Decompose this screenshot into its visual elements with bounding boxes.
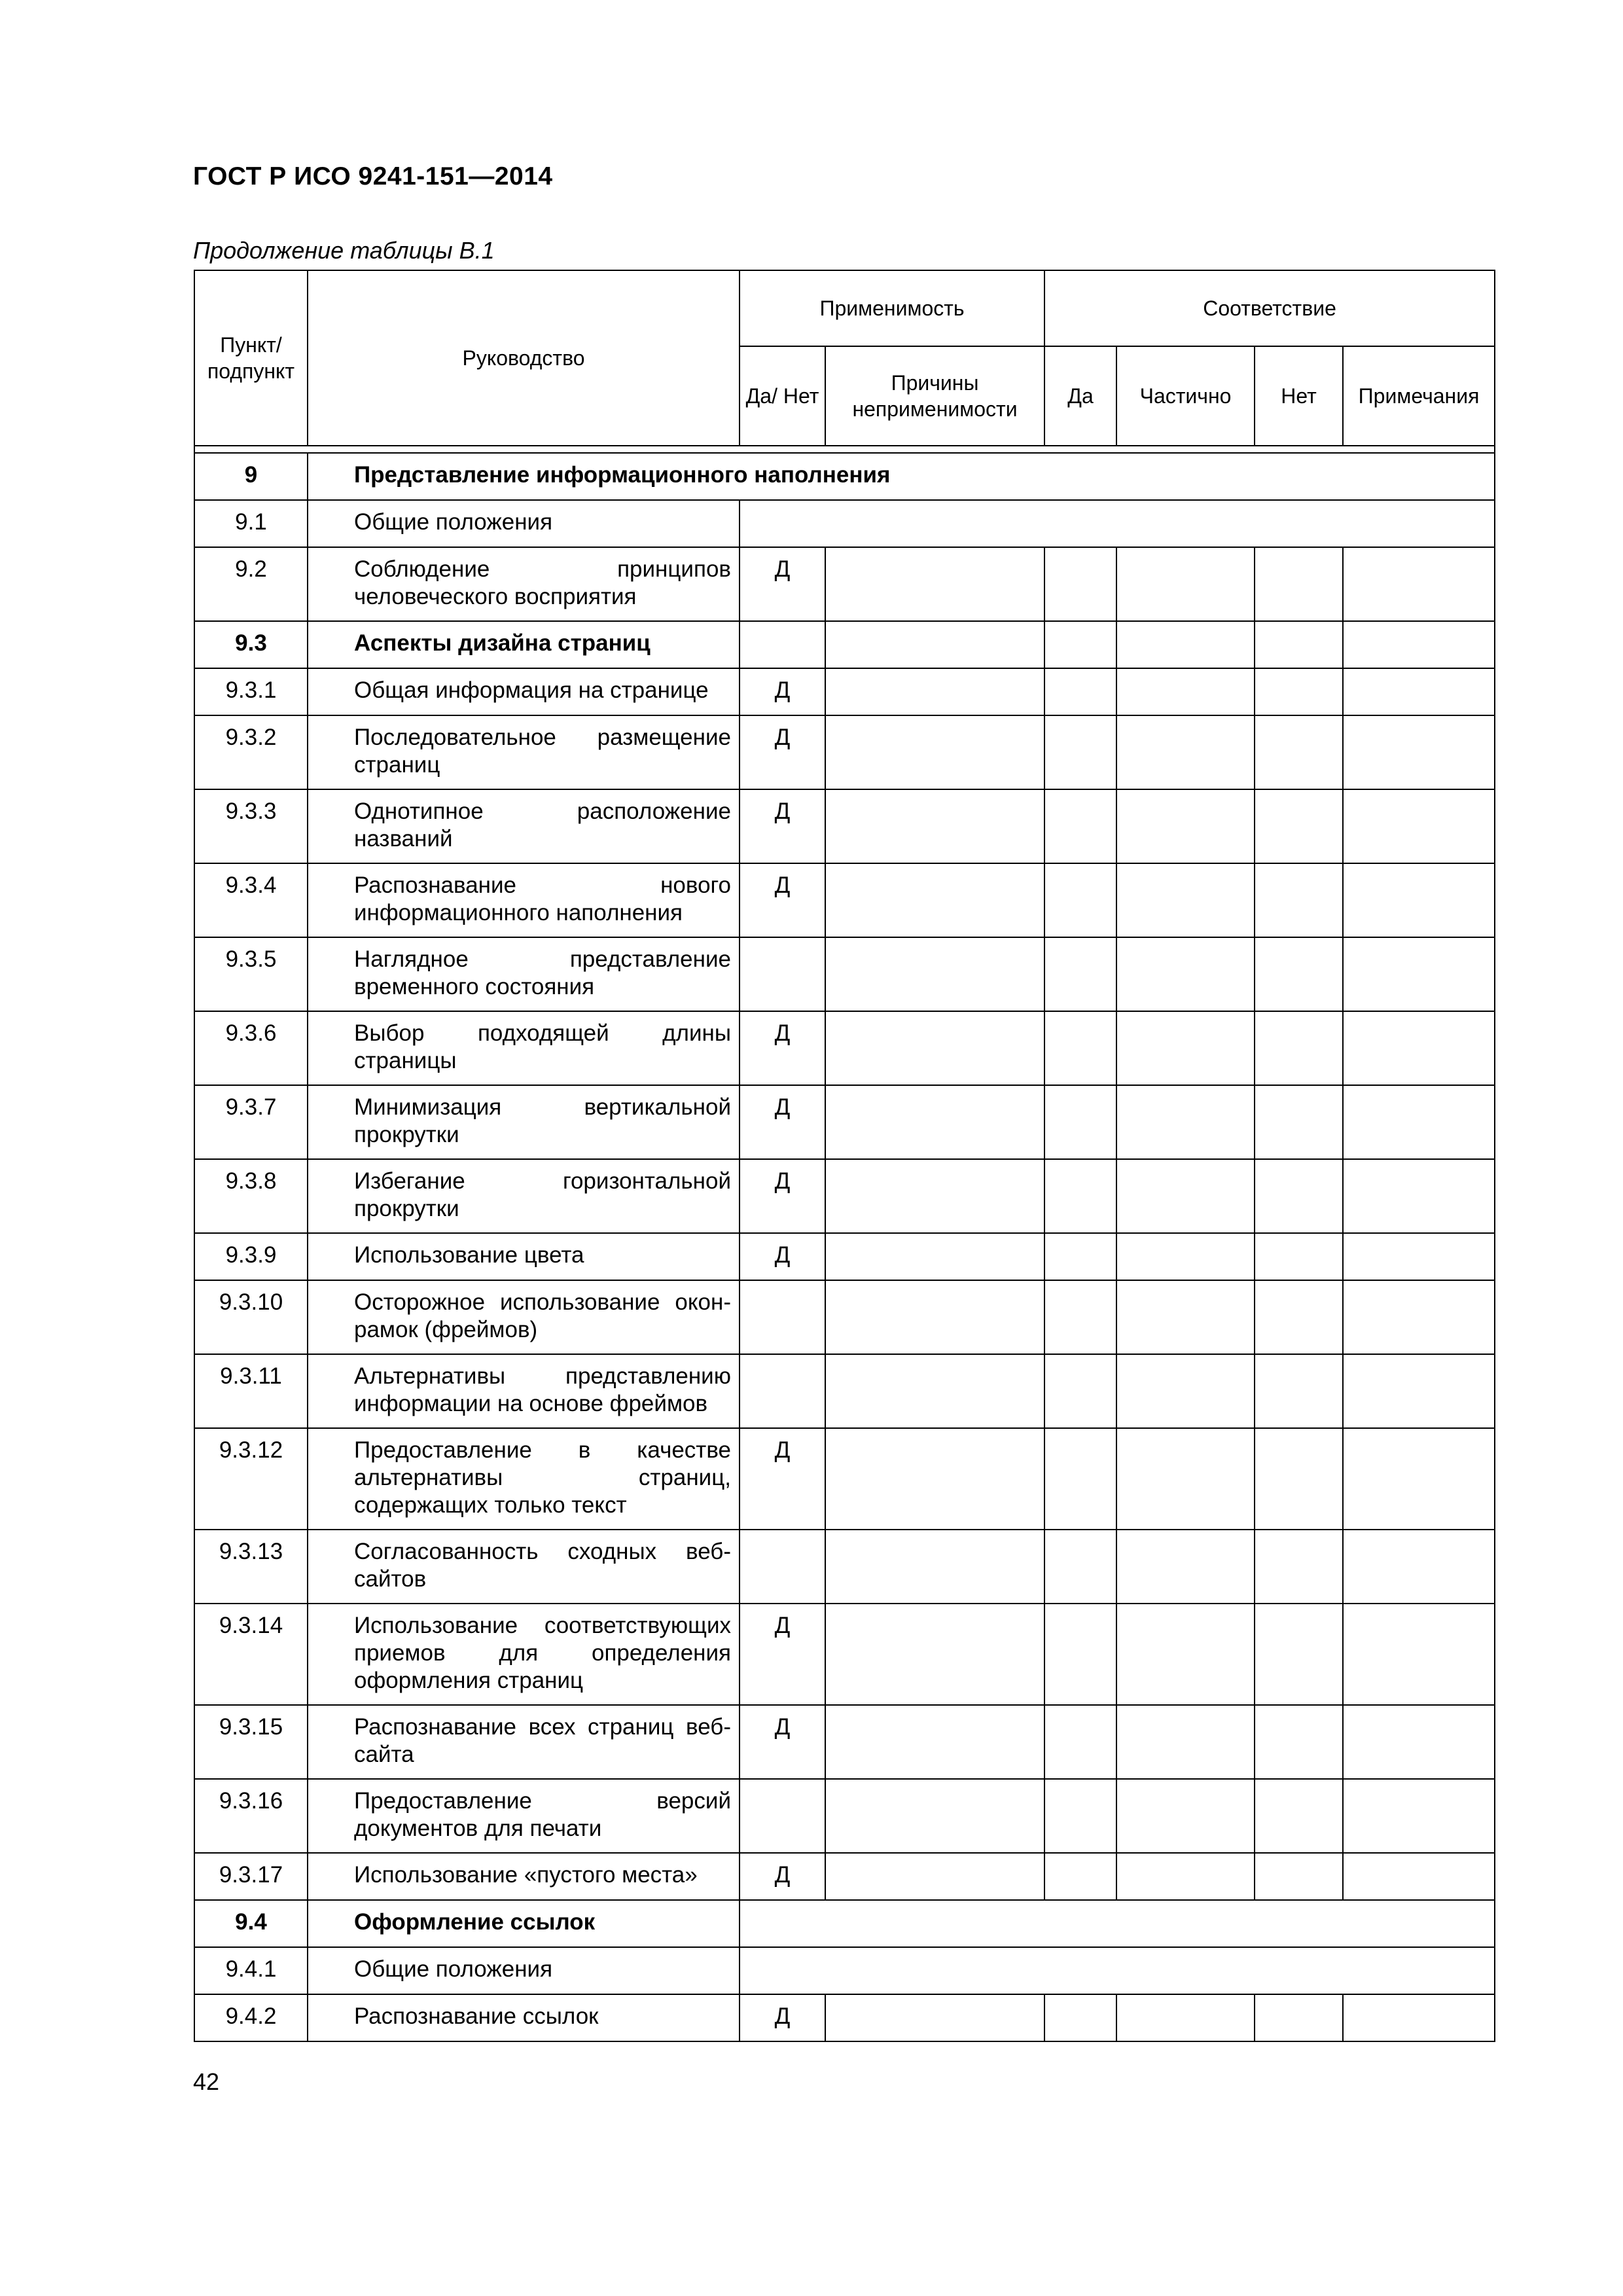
clause-number: 9.4.2 — [194, 1994, 308, 2041]
guidance-label: Минимизация вертикальной прокрутки — [354, 1094, 731, 1147]
yes-cell — [1044, 1354, 1116, 1428]
guidance-text — [308, 1011, 740, 1085]
table-row — [194, 863, 1495, 937]
table-body — [194, 453, 1495, 2041]
applicability-yes-no: Д — [740, 715, 825, 789]
notes-cell — [1343, 1604, 1495, 1705]
guidance-label: Использование «пустого места» — [354, 1862, 698, 1888]
table-row — [194, 937, 1495, 1011]
guidance-label: Альтернативы представлению информации на основе фреймов — [354, 1363, 731, 1416]
partially-cell — [1116, 1085, 1255, 1159]
reasons-cell — [825, 1604, 1044, 1705]
partially-cell — [1116, 1530, 1255, 1604]
yes-cell — [1044, 1994, 1116, 2041]
clause-number: 9.4 — [194, 1900, 308, 1947]
table-row — [194, 1280, 1495, 1354]
reasons-cell — [825, 1159, 1044, 1233]
table-row — [194, 1530, 1495, 1604]
notes-cell — [1343, 863, 1495, 937]
table-row — [194, 453, 1495, 500]
partially-cell — [1116, 1011, 1255, 1085]
applicability-yes-no — [740, 1354, 825, 1428]
applicability-yes-no: Д — [740, 789, 825, 863]
guidance-label: Избегание горизонтальной прокрутки — [354, 1168, 731, 1221]
yes-cell — [1044, 1604, 1116, 1705]
guidance-text — [308, 668, 740, 715]
reasons-cell — [825, 715, 1044, 789]
table-row — [194, 547, 1495, 621]
no-cell — [1255, 621, 1343, 668]
yes-cell — [1044, 1705, 1116, 1779]
no-cell — [1255, 1428, 1343, 1530]
guidance-text — [308, 1947, 740, 1994]
clause-number: 9.4.1 — [194, 1947, 308, 1994]
table-row — [194, 1233, 1495, 1280]
clause-number: 9.3.16 — [194, 1779, 308, 1853]
notes-cell — [1343, 1159, 1495, 1233]
notes-cell — [1343, 1705, 1495, 1779]
guidance-label: Общая информация на странице — [354, 677, 709, 703]
no-cell — [1255, 789, 1343, 863]
yes-cell — [1044, 1428, 1116, 1530]
guidance-label: Распознавание ссылок — [354, 2003, 599, 2029]
notes-cell — [1343, 1530, 1495, 1604]
reasons-cell — [825, 789, 1044, 863]
yes-cell — [1044, 789, 1116, 863]
no-cell — [1255, 937, 1343, 1011]
notes-cell — [1343, 789, 1495, 863]
applicability-yes-no — [740, 1530, 825, 1604]
guidance-label: Соблюдение принципов человеческого восприятия — [354, 556, 731, 609]
clause-number: 9.3.3 — [194, 789, 308, 863]
notes-cell — [1343, 1994, 1495, 2041]
guidance-label: Предоставление в качестве альтернативы страниц, содержащих только текст — [354, 1437, 731, 1518]
clause-number: 9.3.14 — [194, 1604, 308, 1705]
header-yes-no: Да/ Нет — [740, 346, 825, 446]
guidance-text — [308, 1280, 740, 1354]
reasons-cell — [825, 1853, 1044, 1900]
guidance-label: Распознавание всех страниц веб-сайта — [354, 1714, 731, 1767]
guidance-label: Согласованность сходных веб-сайтов — [354, 1539, 731, 1592]
clause-number: 9.3.12 — [194, 1428, 308, 1530]
applicability-yes-no: Д — [740, 1853, 825, 1900]
table-row — [194, 668, 1495, 715]
no-cell — [1255, 1705, 1343, 1779]
guidance-text — [308, 1233, 740, 1280]
table-row — [194, 1604, 1495, 1705]
partially-cell — [1116, 937, 1255, 1011]
applicability-yes-no: Д — [740, 1994, 825, 2041]
applicability-yes-no: Д — [740, 1085, 825, 1159]
clause-number: 9 — [194, 453, 308, 500]
guidance-label: Предоставление версий документов для печати — [354, 1788, 731, 1841]
guidance-text — [308, 1779, 740, 1853]
yes-cell — [1044, 1085, 1116, 1159]
no-cell — [1255, 1354, 1343, 1428]
guidance-text — [308, 1159, 740, 1233]
table-row — [194, 621, 1495, 668]
yes-cell — [1044, 1280, 1116, 1354]
table-row — [194, 1428, 1495, 1530]
merged-cell — [740, 1900, 1495, 1947]
partially-cell — [1116, 547, 1255, 621]
header-conformance: Соответствие — [1044, 270, 1495, 346]
header-notes: Примечания — [1343, 346, 1495, 446]
header-clause: Пункт/ подпункт — [194, 270, 308, 446]
no-cell — [1255, 1994, 1343, 2041]
no-cell — [1255, 1530, 1343, 1604]
guidance-text — [308, 863, 740, 937]
notes-cell — [1343, 668, 1495, 715]
notes-cell — [1343, 1085, 1495, 1159]
table-row — [194, 1900, 1495, 1947]
no-cell — [1255, 1779, 1343, 1853]
guidance-label: Аспекты дизайна страниц — [354, 630, 651, 656]
merged-cell — [740, 1947, 1495, 1994]
reasons-cell — [825, 547, 1044, 621]
guidance-label: Использование цвета — [354, 1242, 584, 1268]
applicability-yes-no: Д — [740, 863, 825, 937]
yes-cell — [1044, 937, 1116, 1011]
applicability-yes-no: Д — [740, 1604, 825, 1705]
table-row — [194, 1779, 1495, 1853]
no-cell — [1255, 715, 1343, 789]
notes-cell — [1343, 715, 1495, 789]
reasons-cell — [825, 1530, 1044, 1604]
guidance-label: Представление информационного наполнения — [354, 462, 891, 488]
no-cell — [1255, 1233, 1343, 1280]
applicability-yes-no: Д — [740, 1428, 825, 1530]
page-number: 42 — [193, 2068, 220, 2095]
guidance-text — [308, 789, 740, 863]
partially-cell — [1116, 1604, 1255, 1705]
table-row — [194, 1947, 1495, 1994]
guidance-text — [308, 715, 740, 789]
guidance-text — [308, 937, 740, 1011]
guidance-label: Последовательное размещение страниц — [354, 725, 731, 778]
partially-cell — [1116, 1779, 1255, 1853]
yes-cell — [1044, 1159, 1116, 1233]
checklist-table — [194, 270, 1495, 2042]
header-yes: Да — [1044, 346, 1116, 446]
guidance-label: Однотипное расположение названий — [354, 798, 731, 852]
clause-number: 9.3.7 — [194, 1085, 308, 1159]
yes-cell — [1044, 1011, 1116, 1085]
no-cell — [1255, 863, 1343, 937]
applicability-yes-no: Д — [740, 1705, 825, 1779]
guidance-label: Осторожное использование окон-рамок (фреймов) — [354, 1289, 731, 1342]
applicability-yes-no — [740, 621, 825, 668]
table-row — [194, 1354, 1495, 1428]
notes-cell — [1343, 1233, 1495, 1280]
reasons-cell — [825, 1779, 1044, 1853]
guidance-text — [308, 500, 740, 547]
table-row — [194, 1853, 1495, 1900]
document-title: ГОСТ Р ИСО 9241-151—2014 — [193, 162, 553, 190]
notes-cell — [1343, 1853, 1495, 1900]
partially-cell — [1116, 1354, 1255, 1428]
partially-cell — [1116, 1853, 1255, 1900]
table-row — [194, 1085, 1495, 1159]
applicability-yes-no: Д — [740, 1233, 825, 1280]
reasons-cell — [825, 1011, 1044, 1085]
guidance-text — [308, 1900, 740, 1947]
partially-cell — [1116, 1280, 1255, 1354]
partially-cell — [1116, 789, 1255, 863]
guidance-text — [308, 1705, 740, 1779]
reasons-cell — [825, 668, 1044, 715]
header-no: Нет — [1255, 346, 1343, 446]
guidance-label: Выбор подходящей длины страницы — [354, 1020, 731, 1073]
guidance-label: Общие положения — [354, 509, 553, 535]
yes-cell — [1044, 668, 1116, 715]
applicability-yes-no — [740, 937, 825, 1011]
guidance-text — [308, 1085, 740, 1159]
yes-cell — [1044, 1779, 1116, 1853]
partially-cell — [1116, 621, 1255, 668]
table-row — [194, 500, 1495, 547]
notes-cell — [1343, 1354, 1495, 1428]
yes-cell — [1044, 1853, 1116, 1900]
clause-number: 9.3.4 — [194, 863, 308, 937]
notes-cell — [1343, 1428, 1495, 1530]
guidance-text — [308, 1530, 740, 1604]
yes-cell — [1044, 547, 1116, 621]
no-cell — [1255, 1159, 1343, 1233]
guidance-text — [308, 453, 1495, 500]
guidance-label: Использование соответствующих приемов для определения оформления страниц — [354, 1613, 731, 1693]
partially-cell — [1116, 1428, 1255, 1530]
no-cell — [1255, 1853, 1343, 1900]
applicability-yes-no — [740, 1779, 825, 1853]
header-applicability: Применимость — [740, 270, 1044, 346]
partially-cell — [1116, 715, 1255, 789]
guidance-label: Общие положения — [354, 1956, 553, 1982]
notes-cell — [1343, 547, 1495, 621]
table-row — [194, 1159, 1495, 1233]
no-cell — [1255, 668, 1343, 715]
header-partially: Частично — [1116, 346, 1255, 446]
reasons-cell — [825, 621, 1044, 668]
partially-cell — [1116, 863, 1255, 937]
guidance-text — [308, 1428, 740, 1530]
partially-cell — [1116, 1705, 1255, 1779]
header-guidance: Руководство — [308, 270, 740, 446]
guidance-label: Оформление ссылок — [354, 1909, 596, 1935]
guidance-text — [308, 1604, 740, 1705]
guidance-text — [308, 1853, 740, 1900]
reasons-cell — [825, 1280, 1044, 1354]
clause-number: 9.3.10 — [194, 1280, 308, 1354]
guidance-text — [308, 1994, 740, 2041]
notes-cell — [1343, 1011, 1495, 1085]
table-row — [194, 1705, 1495, 1779]
notes-cell — [1343, 1779, 1495, 1853]
applicability-yes-no — [740, 1280, 825, 1354]
guidance-text — [308, 621, 740, 668]
clause-number: 9.3 — [194, 621, 308, 668]
clause-number: 9.3.5 — [194, 937, 308, 1011]
no-cell — [1255, 1604, 1343, 1705]
reasons-cell — [825, 1994, 1044, 2041]
clause-number: 9.3.2 — [194, 715, 308, 789]
partially-cell — [1116, 668, 1255, 715]
notes-cell — [1343, 937, 1495, 1011]
clause-number: 9.3.8 — [194, 1159, 308, 1233]
clause-number: 9.1 — [194, 500, 308, 547]
reasons-cell — [825, 1354, 1044, 1428]
no-cell — [1255, 1085, 1343, 1159]
guidance-label: Наглядное представление временного состояния — [354, 946, 731, 999]
reasons-cell — [825, 937, 1044, 1011]
yes-cell — [1044, 1530, 1116, 1604]
notes-cell — [1343, 1280, 1495, 1354]
table-row — [194, 1994, 1495, 2041]
clause-number: 9.3.1 — [194, 668, 308, 715]
reasons-cell — [825, 863, 1044, 937]
guidance-text — [308, 1354, 740, 1428]
table-caption: Продолжение таблицы В.1 — [193, 237, 495, 264]
merged-cell — [740, 500, 1495, 547]
reasons-cell — [825, 1428, 1044, 1530]
yes-cell — [1044, 863, 1116, 937]
table-row — [194, 789, 1495, 863]
partially-cell — [1116, 1994, 1255, 2041]
yes-cell — [1044, 1233, 1116, 1280]
yes-cell — [1044, 715, 1116, 789]
partially-cell — [1116, 1159, 1255, 1233]
clause-number: 9.3.17 — [194, 1853, 308, 1900]
table-row — [194, 715, 1495, 789]
table-row — [194, 1011, 1495, 1085]
reasons-cell — [825, 1085, 1044, 1159]
no-cell — [1255, 547, 1343, 621]
applicability-yes-no: Д — [740, 1011, 825, 1085]
notes-cell — [1343, 621, 1495, 668]
applicability-yes-no: Д — [740, 668, 825, 715]
clause-number: 9.2 — [194, 547, 308, 621]
guidance-text — [308, 547, 740, 621]
reasons-cell — [825, 1705, 1044, 1779]
guidance-label: Распознавание нового информационного наполнения — [354, 872, 731, 925]
applicability-yes-no: Д — [740, 1159, 825, 1233]
no-cell — [1255, 1011, 1343, 1085]
yes-cell — [1044, 621, 1116, 668]
reasons-cell — [825, 1233, 1044, 1280]
applicability-yes-no: Д — [740, 547, 825, 621]
header-reasons: Причины неприменимости — [825, 346, 1044, 446]
clause-number: 9.3.9 — [194, 1233, 308, 1280]
clause-number: 9.3.15 — [194, 1705, 308, 1779]
partially-cell — [1116, 1233, 1255, 1280]
clause-number: 9.3.6 — [194, 1011, 308, 1085]
clause-number: 9.3.11 — [194, 1354, 308, 1428]
clause-number: 9.3.13 — [194, 1530, 308, 1604]
no-cell — [1255, 1280, 1343, 1354]
